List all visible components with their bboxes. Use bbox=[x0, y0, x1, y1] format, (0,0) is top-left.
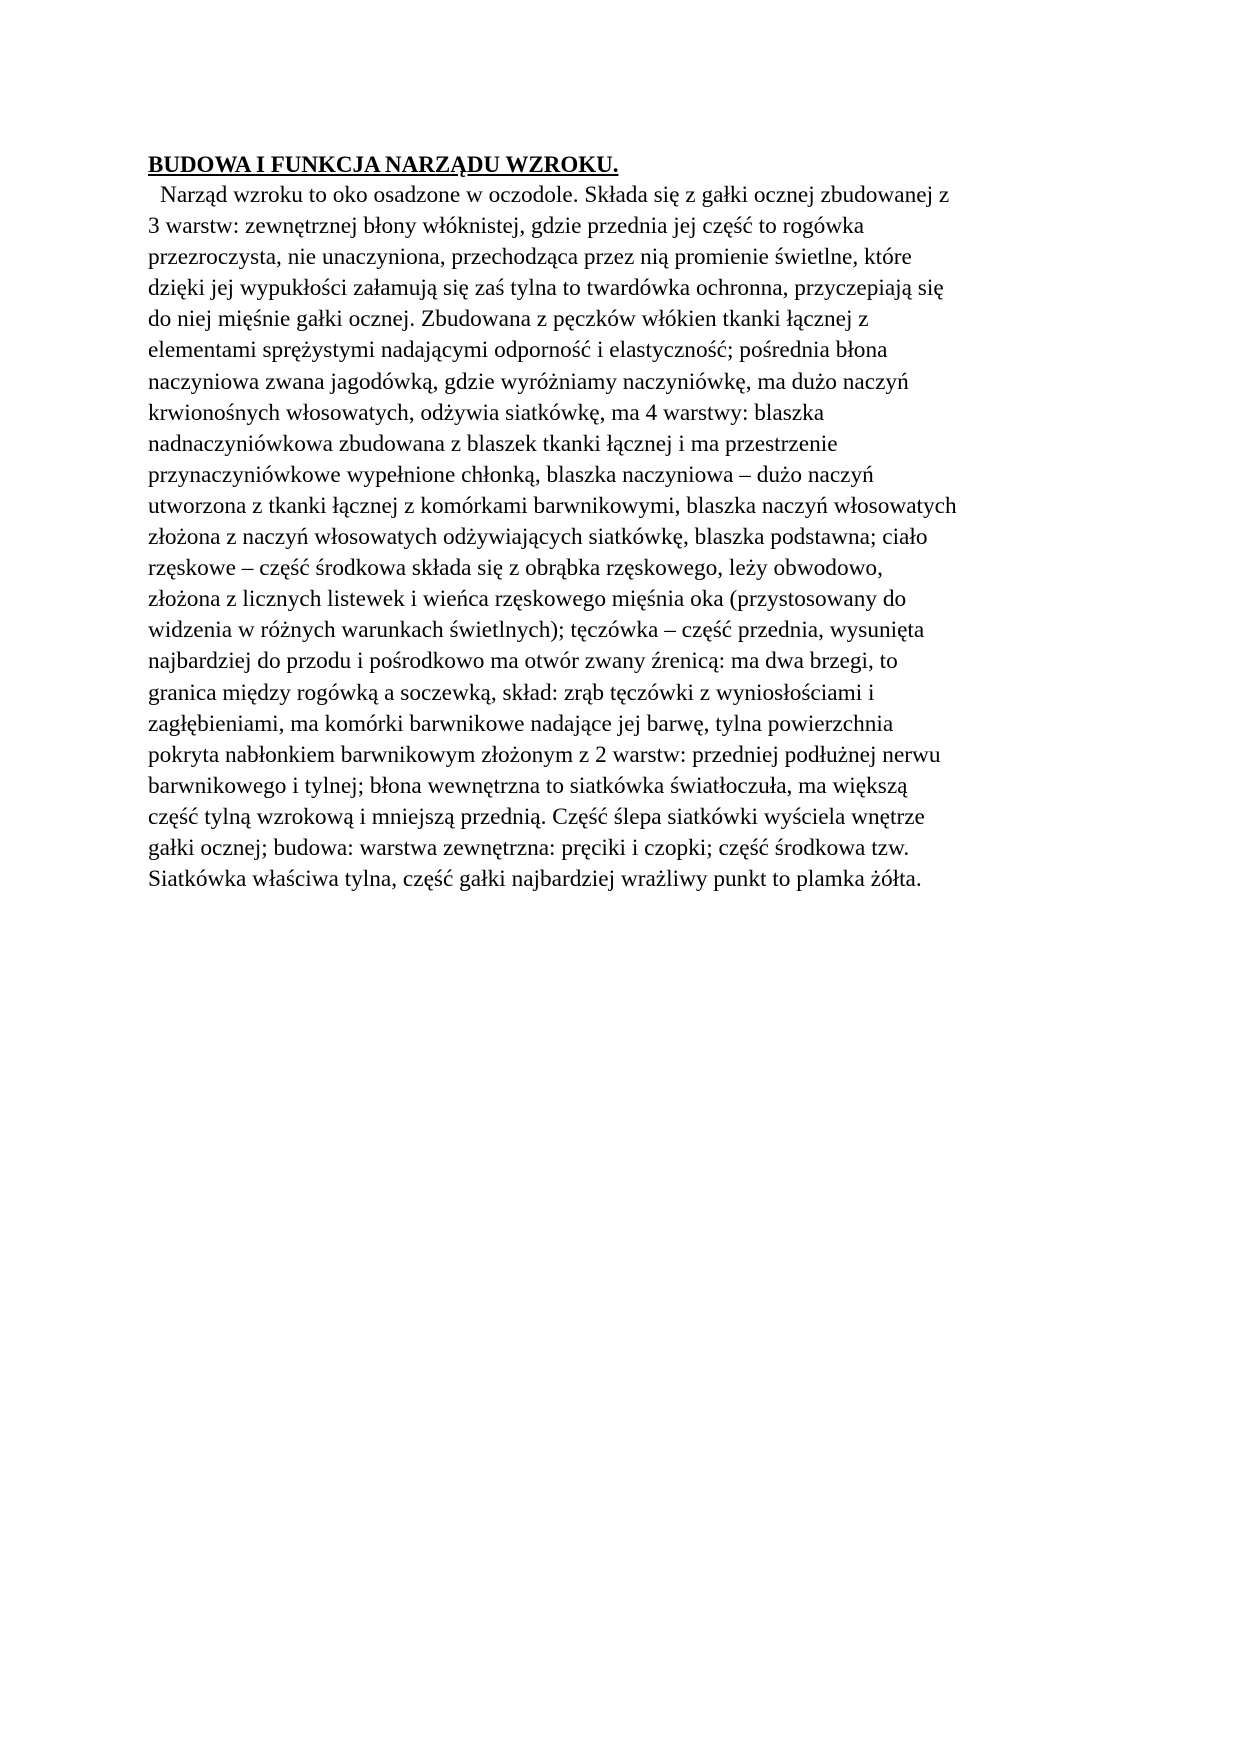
text-line: barwnikowego i tylnej; błona wewnętrzna to siatkówka światłoczuła, ma większą bbox=[148, 772, 908, 799]
text-line: krwionośnych włosowatych, odżywia siatkówkę, ma 4 warstwy: blaszka bbox=[148, 399, 825, 426]
text-line: nadnaczyniówkowa zbudowana z blaszek tkanki łącznej i ma przestrzenie bbox=[148, 430, 838, 457]
text-line: złożona z naczyń włosowatych odżywiających siatkówkę, blaszka podstawna; ciało bbox=[148, 524, 928, 551]
text-line: rzęskowe – część środkowa składa się z obrąbka rzęskowego, leży obwodowo, bbox=[148, 555, 883, 582]
document-title: BUDOWA I FUNKCJA NARZĄDU WZROKU. bbox=[148, 152, 619, 177]
text-line: naczyniowa zwana jagodówką, gdzie wyróżniamy naczyniówkę, ma dużo naczyń bbox=[148, 368, 909, 395]
text-line: 3 warstw: zewnętrznej błony włóknistej, gdzie przednia jej część to rogówka bbox=[148, 213, 865, 240]
document-body bbox=[148, 180, 1093, 895]
text-line: zagłębieniami, ma komórki barwnikowe nadające jej barwę, tylna powierzchnia bbox=[148, 710, 894, 737]
text-line: elementami sprężystymi nadającymi odporność i elastyczność; pośrednia błona bbox=[148, 337, 888, 364]
text-line: najbardziej do przodu i pośrodkowo ma otwór zwany źrenicą: ma dwa brzegi, to bbox=[148, 648, 898, 675]
text-line: granica między rogówką a soczewką, skład: zrąb tęczówki z wyniosłościami i bbox=[148, 679, 875, 706]
text-line: Siatkówka właściwa tylna, część gałki najbardziej wrażliwy punkt to plamka żółta. bbox=[148, 866, 922, 893]
text-line: przynaczyniówkowe wypełnione chłonką, blaszka naczyniowa – dużo naczyń bbox=[148, 461, 874, 488]
text-line: dzięki jej wypukłości załamują się zaś tylna to twardówka ochronna, przyczepiają się bbox=[148, 275, 944, 302]
text-line: pokryta nabłonkiem barwnikowym złożonym z 2 warstw: przedniej podłużnej nerwu bbox=[148, 741, 941, 768]
text-line: gałki ocznej; budowa: warstwa zewnętrzna: pręciki i czopki; część środkowa tzw. bbox=[148, 834, 910, 861]
text-line: widzenia w różnych warunkach świetlnych); tęczówka – część przednia, wysunięta bbox=[148, 617, 925, 644]
text-line: do niej mięśnie gałki ocznej. Zbudowana z pęczków włókien tkanki łącznej z bbox=[148, 306, 869, 333]
text-line: część tylną wzrokową i mniejszą przednią. Część ślepa siatkówki wyściela wnętrze bbox=[148, 803, 925, 830]
text-line: utworzona z tkanki łącznej z komórkami barwnikowymi, blaszka naczyń włosowatych bbox=[148, 492, 957, 519]
text-line: przezroczysta, nie unaczyniona, przechodząca przez nią promienie świetlne, które bbox=[148, 244, 912, 271]
text-line: złożona z licznych listewek i wieńca rzęskowego mięśnia oka (przystosowany do bbox=[148, 586, 907, 613]
document-content bbox=[148, 149, 1093, 895]
text-line: Narząd wzroku to oko osadzone w oczodole. Składa się z gałki ocznej zbudowanej z bbox=[160, 182, 950, 208]
